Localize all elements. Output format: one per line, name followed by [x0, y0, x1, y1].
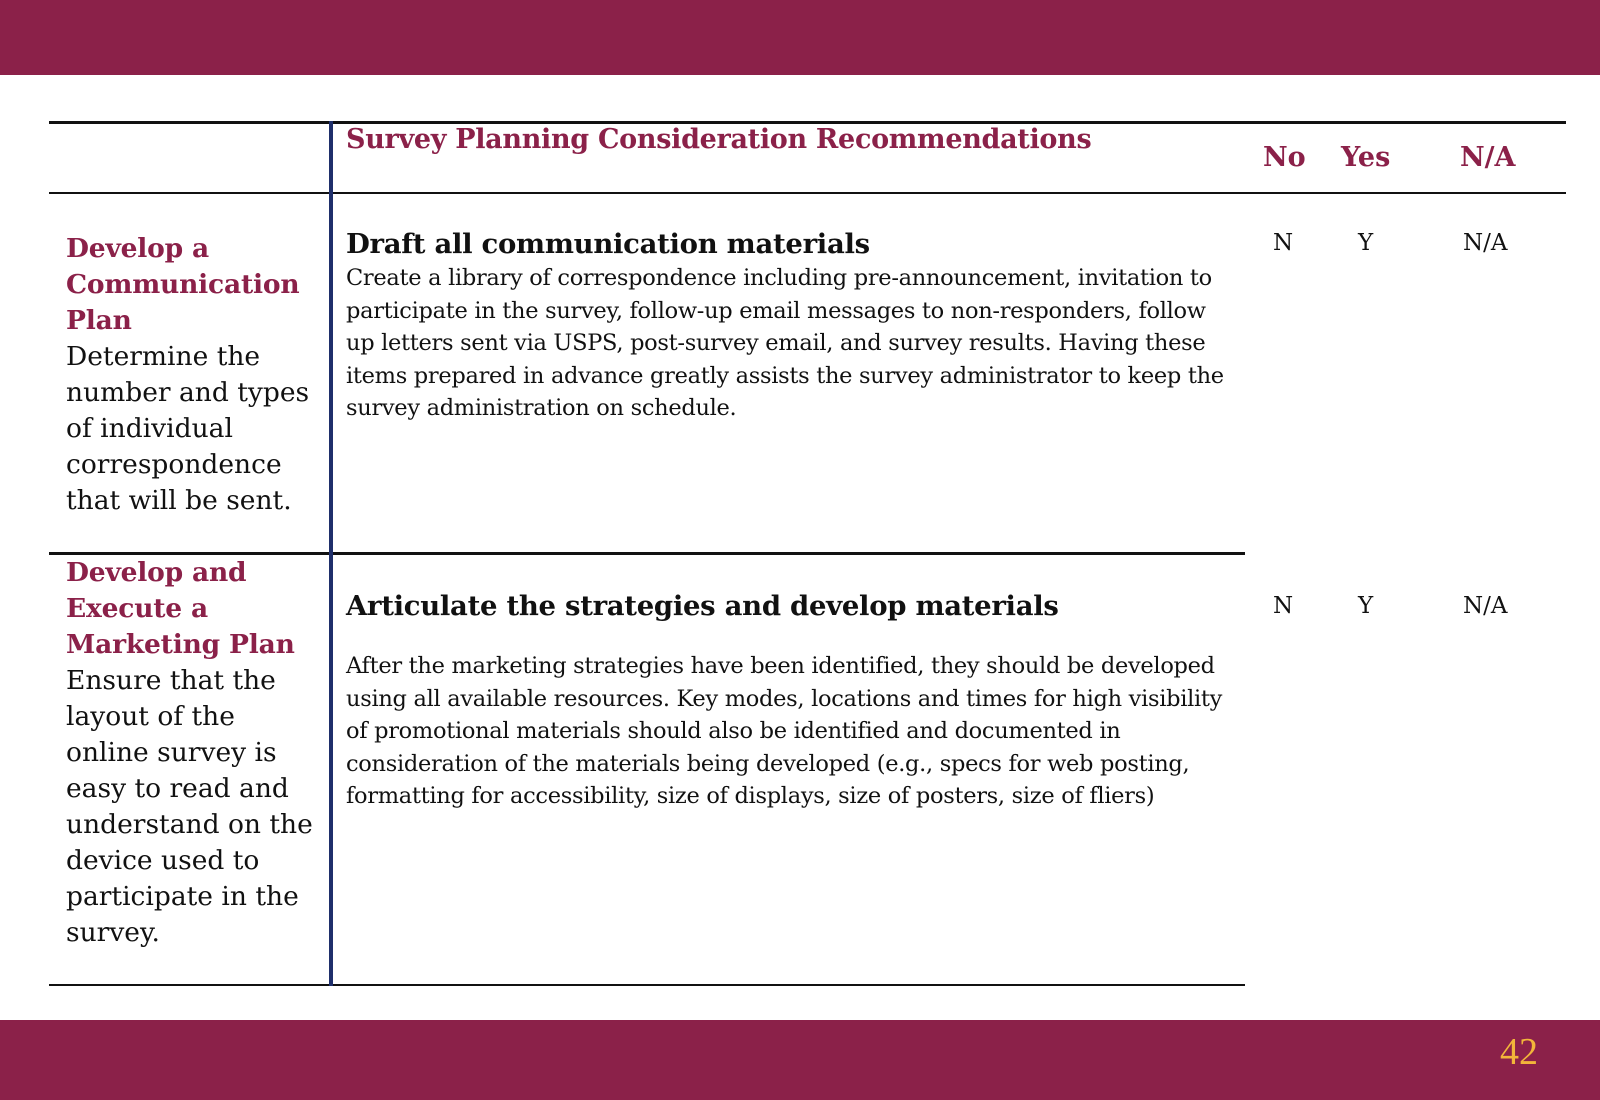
row-1-recommendation-text: Create a library of correspondence including pre-announcement, invitation to participate in the survey, follow-up email messages to non-responders, follow up letters sent via USPS, post-survey email, and survey results. Having these items prepared in advance greatly assists the survey administrator to keep the survey administration on schedule.	[346, 265, 1224, 421]
row-2-recommendation	[346, 590, 1226, 813]
row-2-category-description: Ensure that the layout of the online survey is easy to read and understand on the device used to participate in the survey.	[66, 665, 313, 948]
row-1-no-mark: N	[1273, 230, 1294, 256]
table-header-title: Survey Planning Consideration Recommendations	[346, 124, 1092, 155]
column-divider	[329, 121, 333, 986]
row-2-recommendation-title: Articulate the strategies and develop materials	[346, 590, 1059, 622]
row-2-no-mark: N	[1273, 593, 1294, 619]
row-1-category	[66, 231, 321, 519]
row-2-na-mark: N/A	[1463, 593, 1508, 619]
table-bottom-rule	[49, 984, 1245, 986]
row-1-yes-mark: Y	[1358, 230, 1374, 256]
column-header-na: N/A	[1460, 142, 1516, 173]
row-1-recommendation	[346, 228, 1226, 425]
row-1-na-mark: N/A	[1463, 230, 1508, 256]
page-number: 42	[1500, 1031, 1538, 1073]
row-1-category-title: Develop a Communication Plan	[66, 233, 300, 336]
row-2-recommendation-text: After the marketing strategies have been identified, they should be developed using all available resources. Key modes, locations and times for high visibility of promotional materials should also be identified and documented in consideration of the materials being developed (e.g., specs for web posting, formatting for accessibility, size of displays, size of posters, size of fliers)	[346, 653, 1223, 809]
row-1-recommendation-title: Draft all communication materials	[346, 228, 870, 260]
row-2-category-title: Develop and Execute a Marketing Plan	[66, 557, 295, 660]
column-header-yes: Yes	[1341, 142, 1391, 173]
top-band	[0, 0, 1600, 75]
row-2-yes-mark: Y	[1358, 593, 1374, 619]
bottom-band	[0, 1020, 1600, 1100]
column-header-no: No	[1263, 142, 1306, 173]
header-bottom-rule	[49, 192, 1566, 194]
row-2-category	[66, 555, 321, 951]
row-1-category-description: Determine the number and types of individual correspondence that will be sent.	[66, 341, 310, 516]
